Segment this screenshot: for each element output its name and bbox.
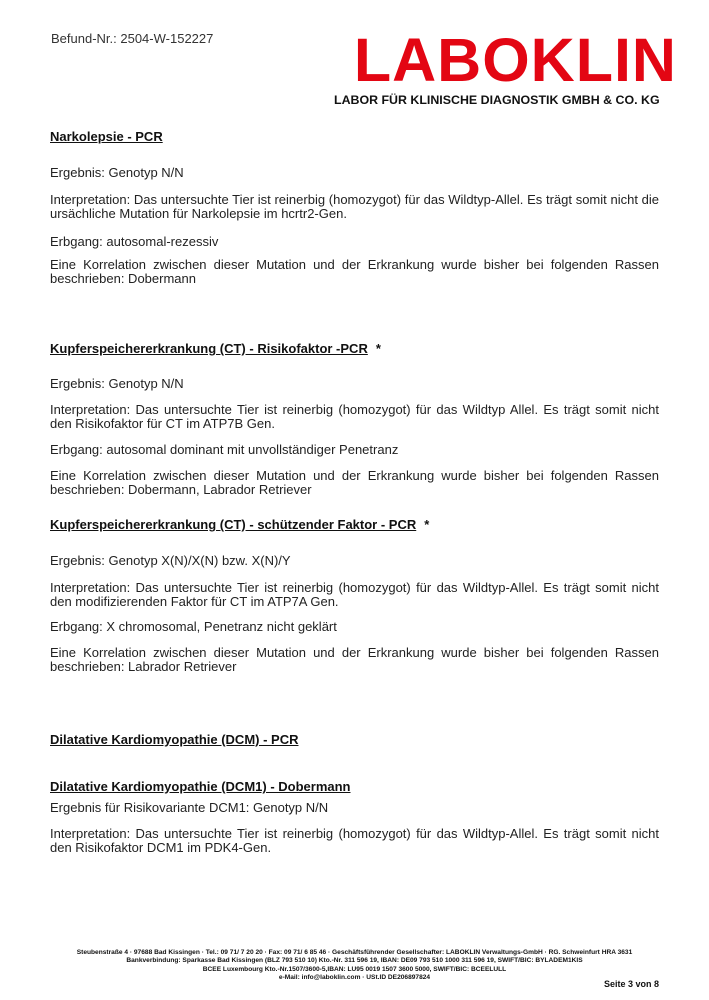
result-dcm1: Ergebnis für Risikovariante DCM1: Genotyp N/N [50, 800, 329, 815]
accreditation-star: * [424, 517, 430, 532]
interpretation-ct-protect: Interpretation: Das untersuchte Tier ist reinerbig (homozygot) für das Wildtyp-Allel. Es trägt somit nicht den modifizierenden Faktor für CT im ATP7A Gen. [50, 580, 659, 609]
logo-subtitle: LABOR FÜR KLINISCHE DIAGNOSTIK GMBH & CO. KG [334, 93, 660, 107]
result-narkolepsie: Ergebnis: Genotyp N/N [50, 165, 184, 180]
footer-line: Steubenstraße 4 · 97688 Bad Kissingen · Tel.: 09 71/ 7 20 20 · Fax: 09 71/ 6 85 46 · Geschäftsführender Gesellschafter: LABOKLIN Verwaltungs-GmbH · RG. Schweinfurt HRA 3631 [76, 949, 633, 956]
laboklin-logo [332, 26, 677, 107]
section-title-dcm: Dilatative Kardiomyopathie (DCM) - PCR [50, 732, 299, 747]
logo-wordmark: LABOKLIN [353, 26, 677, 94]
page-number: Seite 3 von 8 [603, 979, 659, 989]
section-title-ct-risk: Kupferspeichererkrankung (CT) - Risikofaktor -PCR [50, 341, 368, 356]
footer-line: e-Mail: info@laboklin.com · USt.ID DE206897824 [278, 973, 431, 981]
section-heading-ct-protect [50, 518, 659, 532]
footer-line: Bankverbindung: Sparkasse Bad Kissingen (BLZ 793 510 10) Kto.-Nr. 311 596 19, IBAN: DE09 793 510 1000 311 596 19, SWIFT/BIC: BYLADEM1KIS [126, 957, 583, 965]
section-title-narkolepsie: Narkolepsie - PCR [50, 129, 163, 144]
accreditation-star: * [375, 341, 381, 356]
section-title-dcm1: Dilatative Kardiomyopathie (DCM1) - Dobermann [50, 779, 351, 794]
footer-address [30, 949, 679, 982]
result-ct-risk: Ergebnis: Genotyp N/N [50, 376, 184, 391]
erbgang-narkolepsie: Erbgang: autosomal-rezessiv [50, 234, 219, 249]
section-title-ct-protect: Kupferspeichererkrankung (CT) - schützender Faktor - PCR [50, 517, 417, 532]
report-number: Befund-Nr.: 2504-W-152227 [51, 31, 214, 46]
correlation-ct-risk: Eine Korrelation zwischen dieser Mutation und der Erkrankung wurde bisher bei folgenden Rassen beschrieben: Dobermann, Labrador Retriever [50, 468, 659, 497]
result-ct-protect: Ergebnis: Genotyp X(N)/X(N) bzw. X(N)/Y [50, 553, 291, 568]
footer-line: BCEE Luxembourg Kto.-Nr.1507/3600-5,IBAN: LU95 0019 1507 3600 5000, SWIFT/BIC: BCEELULL [202, 965, 507, 973]
correlation-ct-protect: Eine Korrelation zwischen dieser Mutation und der Erkrankung wurde bisher bei folgenden Rassen beschrieben: Labrador Retriever [50, 645, 659, 674]
interpretation-ct-risk: Interpretation: Das untersuchte Tier ist reinerbig (homozygot) für das Wildtyp Allel. Es trägt somit nicht den Risikofaktor für CT im ATP7B Gen. [50, 402, 659, 431]
erbgang-ct-risk: Erbgang: autosomal dominant mit unvollständiger Penetranz [50, 442, 399, 457]
section-heading-ct-risk [50, 342, 659, 356]
interpretation-dcm1: Interpretation: Das untersuchte Tier ist reinerbig (homozygot) für das Wildtyp-Allel. Es trägt somit nicht den Risikofaktor DCM1 im PDK4-Gen. [50, 826, 659, 855]
erbgang-ct-protect: Erbgang: X chromosomal, Penetranz nicht geklärt [50, 619, 337, 634]
correlation-narkolepsie: Eine Korrelation zwischen dieser Mutation und der Erkrankung wurde bisher bei folgenden Rassen beschrieben: Dobermann [50, 257, 659, 286]
interpretation-narkolepsie: Interpretation: Das untersuchte Tier ist reinerbig (homozygot) für das Wildtyp-Allel. Es trägt somit nicht die ursächliche Mutation für Narkolepsie im hcrtr2-Gen. [50, 192, 659, 221]
